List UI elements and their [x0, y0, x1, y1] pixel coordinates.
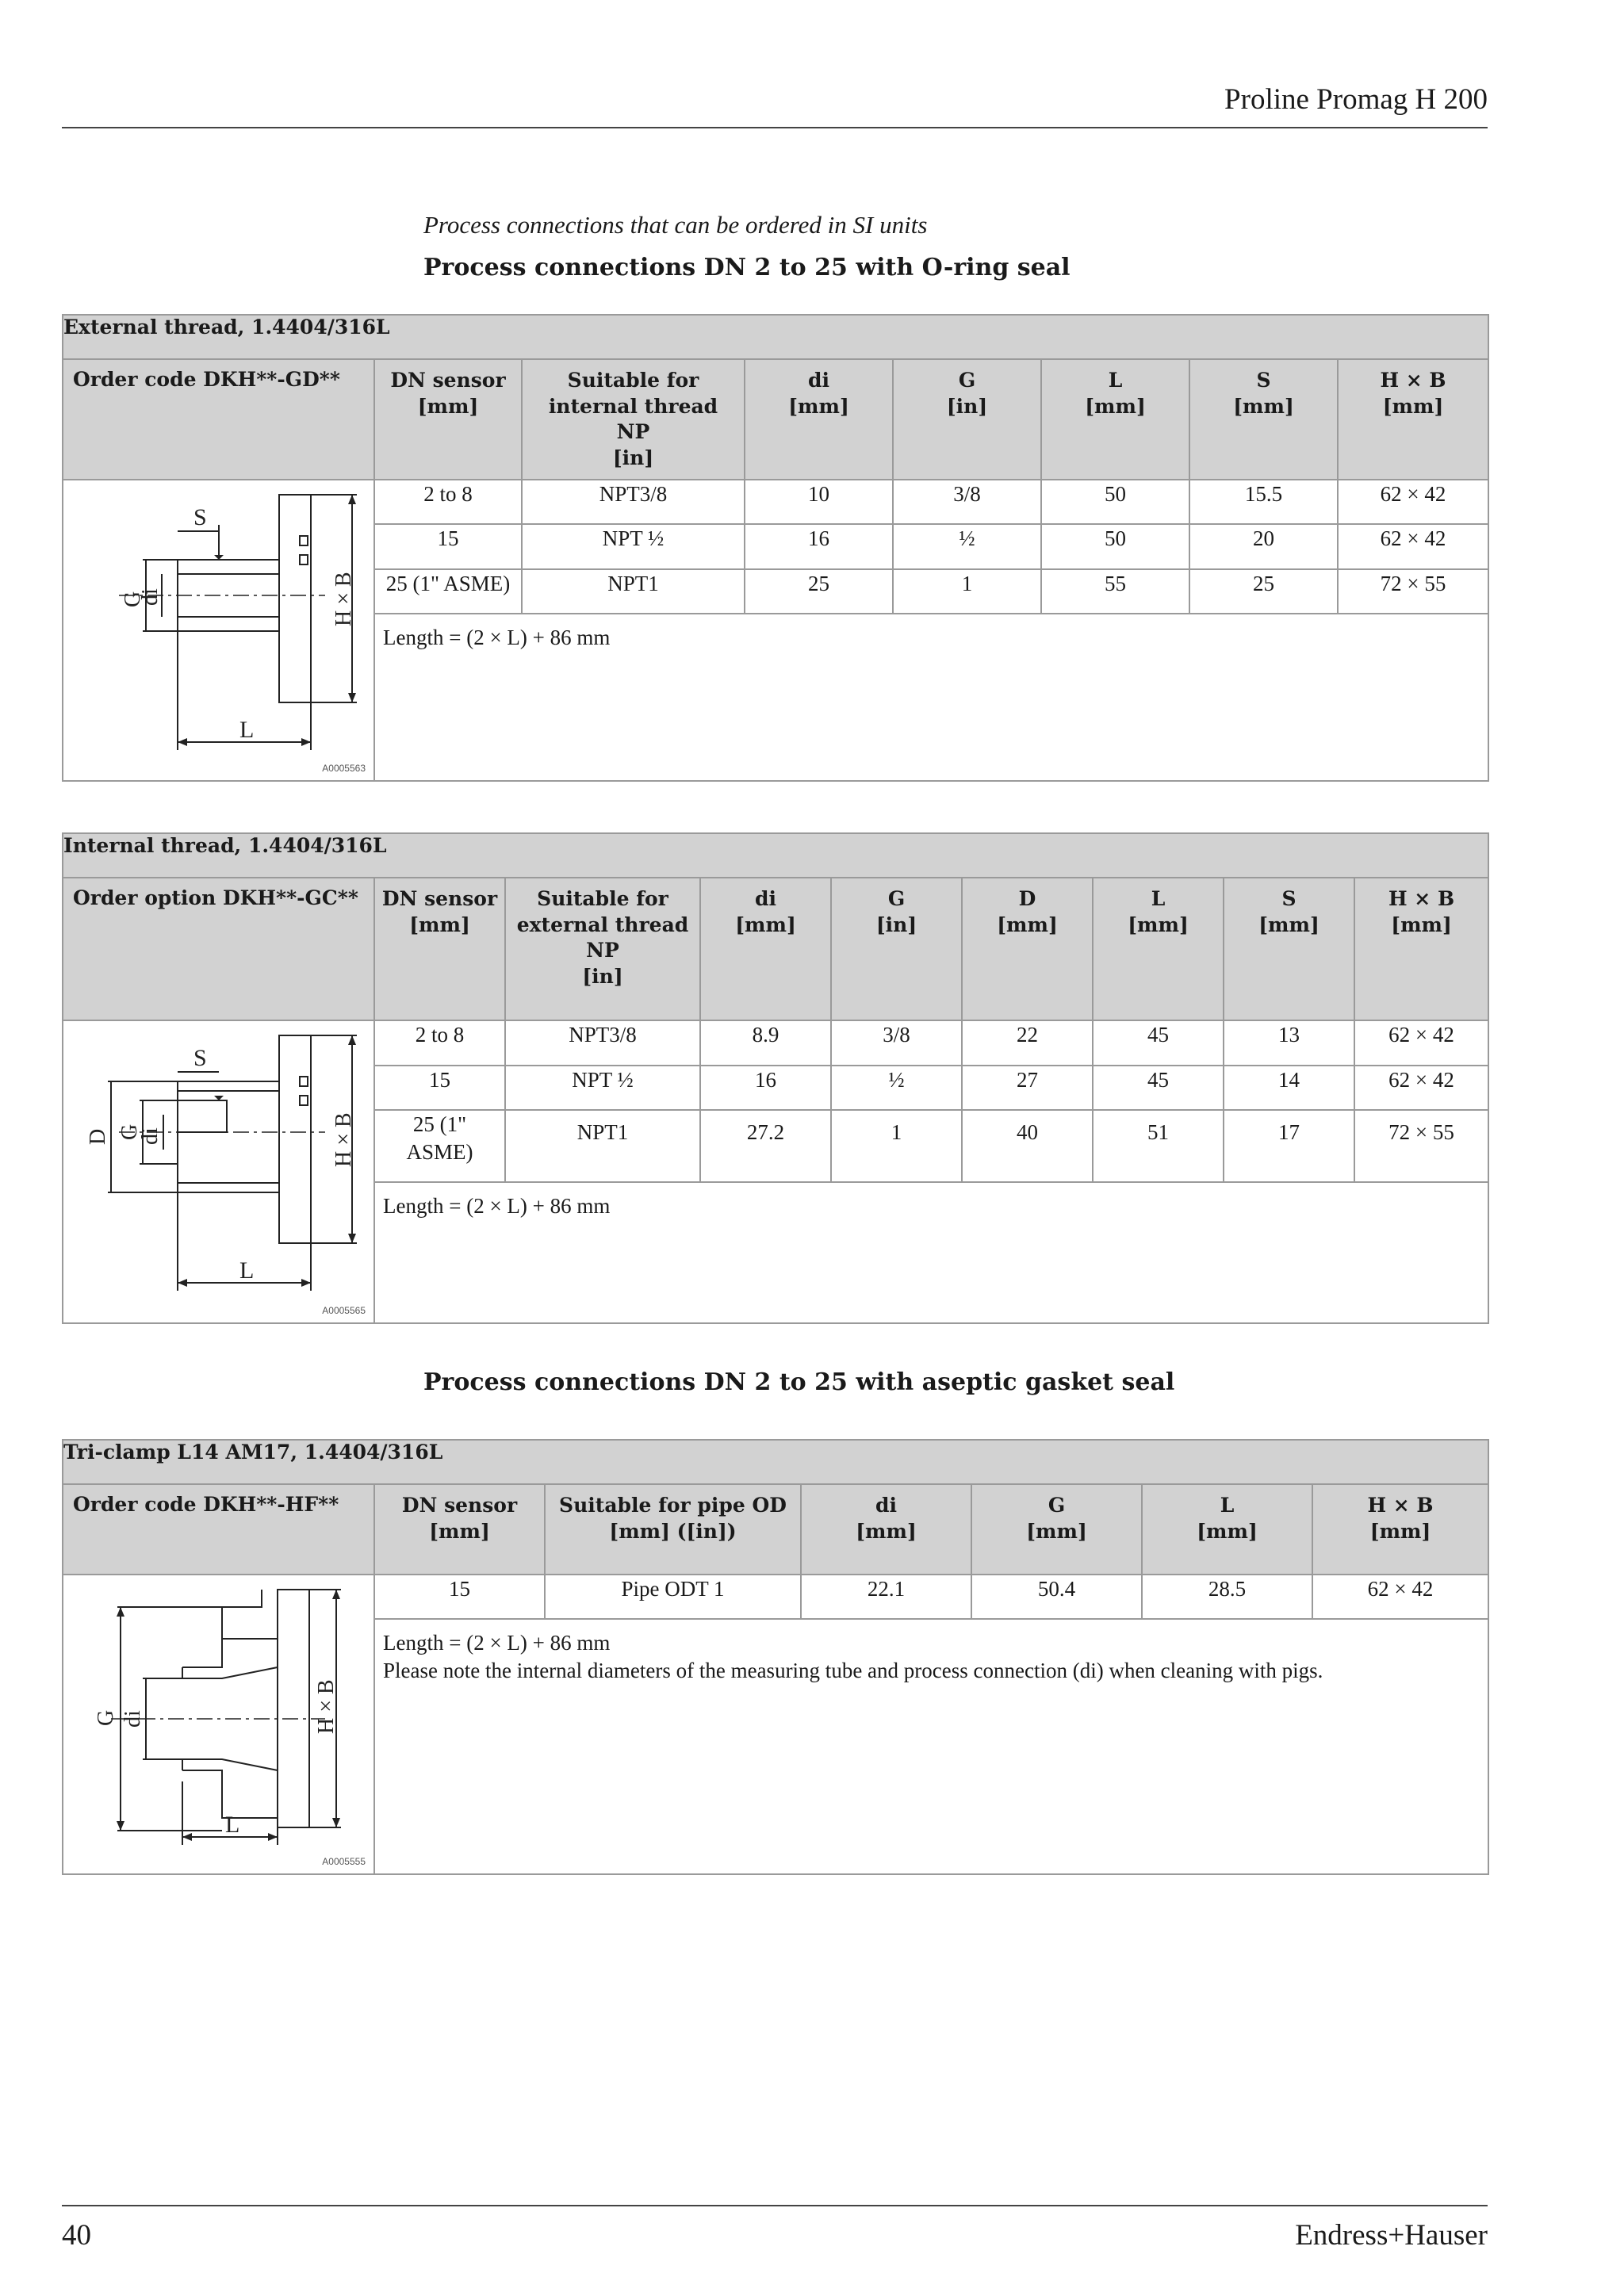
column-header: D [mm]	[997, 887, 1058, 936]
section-subtitle: Process connections that can be ordered in SI units	[423, 211, 928, 239]
cell: 1	[893, 569, 1041, 614]
cell: 3/8	[893, 480, 1041, 524]
cell: 45	[1093, 1020, 1224, 1066]
column-header: Suitable for pipe OD [mm] ([in])	[559, 1494, 787, 1543]
note-length: Length = (2 × L) + 86 mm	[383, 1631, 611, 1655]
cell: 14	[1224, 1066, 1354, 1111]
cell: 51	[1093, 1110, 1224, 1182]
figure-code: A0005555	[322, 1856, 366, 1868]
cell: 15.5	[1189, 480, 1338, 524]
cell: 55	[1041, 569, 1189, 614]
cell: NPT ½	[505, 1066, 700, 1111]
cell: NPT1	[522, 569, 745, 614]
column-header: Suitable for internal thread NP [in]	[548, 369, 718, 469]
label-di: di	[138, 1127, 163, 1145]
cell: 50	[1041, 524, 1189, 568]
label-hb: H × B	[331, 572, 356, 626]
section-heading-aseptic: Process connections DN 2 to 25 with aseptic gasket seal	[423, 1368, 1175, 1396]
figure-code: A0005565	[322, 1305, 366, 1317]
cell: 3/8	[831, 1020, 962, 1066]
cell: ½	[831, 1066, 962, 1111]
tri-clamp-drawing	[63, 1575, 375, 1873]
column-header: L [mm]	[1197, 1494, 1258, 1543]
figure-internal-thread	[63, 1021, 373, 1322]
column-header: G [in]	[946, 369, 988, 418]
header-rule	[62, 127, 1488, 128]
label-di: di	[121, 1710, 145, 1728]
column-header: di [mm]	[856, 1494, 917, 1543]
cell: 50	[1041, 480, 1189, 524]
table-note	[374, 1619, 1488, 1874]
cell: 62 × 42	[1312, 1575, 1488, 1619]
cell: NPT3/8	[522, 480, 745, 524]
cell: 2 to 8	[374, 480, 522, 524]
cell: 10	[745, 480, 893, 524]
document-header-title: Proline Promag H 200	[1224, 83, 1488, 116]
cell: 45	[1093, 1066, 1224, 1111]
cell: 15	[374, 1575, 545, 1619]
column-header: G [mm]	[1026, 1494, 1087, 1543]
brand-name: Endress+Hauser	[1295, 2219, 1488, 2252]
column-header: H × B [mm]	[1380, 369, 1446, 418]
column-header: G [in]	[875, 887, 917, 936]
label-di: di	[138, 588, 163, 606]
cell: 15	[374, 1066, 505, 1111]
column-header: DN sensor [mm]	[401, 1494, 518, 1543]
column-header: di [mm]	[788, 369, 849, 418]
cell: 62 × 42	[1338, 480, 1488, 524]
cell: 28.5	[1142, 1575, 1312, 1619]
cell: NPT1	[505, 1110, 700, 1182]
cell: 1	[831, 1110, 962, 1182]
label-l: L	[225, 1812, 240, 1838]
table-title: Internal thread, 1.4404/316L	[63, 833, 1488, 878]
column-header: L [mm]	[1085, 369, 1146, 418]
cell: 17	[1224, 1110, 1354, 1182]
figure-external-thread	[63, 480, 373, 780]
column-header: DN sensor [mm]	[390, 369, 506, 418]
column-header: di [mm]	[735, 887, 796, 936]
column-header: S [mm]	[1258, 887, 1320, 936]
label-hb: H × B	[314, 1679, 339, 1734]
cell: 62 × 42	[1354, 1020, 1488, 1066]
order-code-label: Order code DKH**-HF**	[63, 1484, 374, 1575]
page-number: 40	[62, 2219, 91, 2252]
cell: 15	[374, 524, 522, 568]
cell: 2 to 8	[374, 1020, 505, 1066]
figure-tri-clamp	[63, 1575, 373, 1873]
cell: 13	[1224, 1020, 1354, 1066]
cell: 62 × 42	[1354, 1066, 1488, 1111]
table-row	[63, 1020, 1488, 1066]
label-s: S	[193, 1045, 207, 1071]
cell: 22.1	[801, 1575, 971, 1619]
label-l: L	[239, 717, 255, 743]
label-g: G	[94, 1709, 118, 1726]
column-header: L [mm]	[1128, 887, 1189, 936]
cell: 40	[962, 1110, 1093, 1182]
cell: 16	[700, 1066, 831, 1111]
column-header: H × B [mm]	[1388, 887, 1455, 936]
table-row	[63, 1575, 1488, 1619]
figure-code: A0005563	[322, 763, 366, 775]
table-internal-thread	[62, 832, 1489, 1324]
table-tri-clamp	[62, 1439, 1489, 1875]
table-external-thread	[62, 314, 1489, 782]
cell: 25 (1" ASME)	[374, 1110, 505, 1182]
table-title: External thread, 1.4404/316L	[63, 315, 1488, 359]
cell: 72 × 55	[1338, 569, 1488, 614]
label-hb: H × B	[331, 1112, 356, 1167]
label-s: S	[193, 504, 207, 530]
table-title: Tri-clamp L14 AM17, 1.4404/316L	[63, 1440, 1488, 1484]
cell: NPT3/8	[505, 1020, 700, 1066]
table-note: Length = (2 × L) + 86 mm	[374, 614, 1488, 781]
order-option-label: Order option DKH**-GC**	[63, 878, 374, 1020]
column-header: Suitable for external thread NP [in]	[516, 887, 689, 988]
cell: 22	[962, 1020, 1093, 1066]
footer-rule	[62, 2205, 1488, 2206]
order-code-label: Order code DKH**-GD**	[63, 359, 374, 480]
cell: ½	[893, 524, 1041, 568]
cell: 25	[745, 569, 893, 614]
cell: 16	[745, 524, 893, 568]
note-pig-cleaning: Please note the internal diameters of the measuring tube and process connection (di) when cleaning with pigs.	[383, 1659, 1323, 1683]
external-thread-drawing	[63, 480, 375, 780]
cell: 72 × 55	[1354, 1110, 1488, 1182]
column-header: DN sensor [mm]	[381, 887, 498, 936]
label-g: G	[121, 591, 145, 607]
cell: 25	[1189, 569, 1338, 614]
cell: 27.2	[700, 1110, 831, 1182]
internal-thread-drawing	[63, 1021, 375, 1322]
label-g: G	[117, 1123, 142, 1140]
table-note: Length = (2 × L) + 86 mm	[374, 1182, 1488, 1323]
cell: 50.4	[971, 1575, 1142, 1619]
cell: 27	[962, 1066, 1093, 1111]
cell: Pipe ODT 1	[545, 1575, 801, 1619]
table-row	[63, 480, 1488, 524]
column-header: H × B [mm]	[1367, 1494, 1434, 1543]
cell: NPT ½	[522, 524, 745, 568]
cell: 62 × 42	[1338, 524, 1488, 568]
section-heading-oring: Process connections DN 2 to 25 with O-ring seal	[423, 254, 1071, 281]
cell: 25 (1" ASME)	[374, 569, 522, 614]
label-d: D	[86, 1128, 110, 1145]
cell: 20	[1189, 524, 1338, 568]
cell: 8.9	[700, 1020, 831, 1066]
column-header: S [mm]	[1233, 369, 1294, 418]
label-l: L	[239, 1257, 255, 1284]
